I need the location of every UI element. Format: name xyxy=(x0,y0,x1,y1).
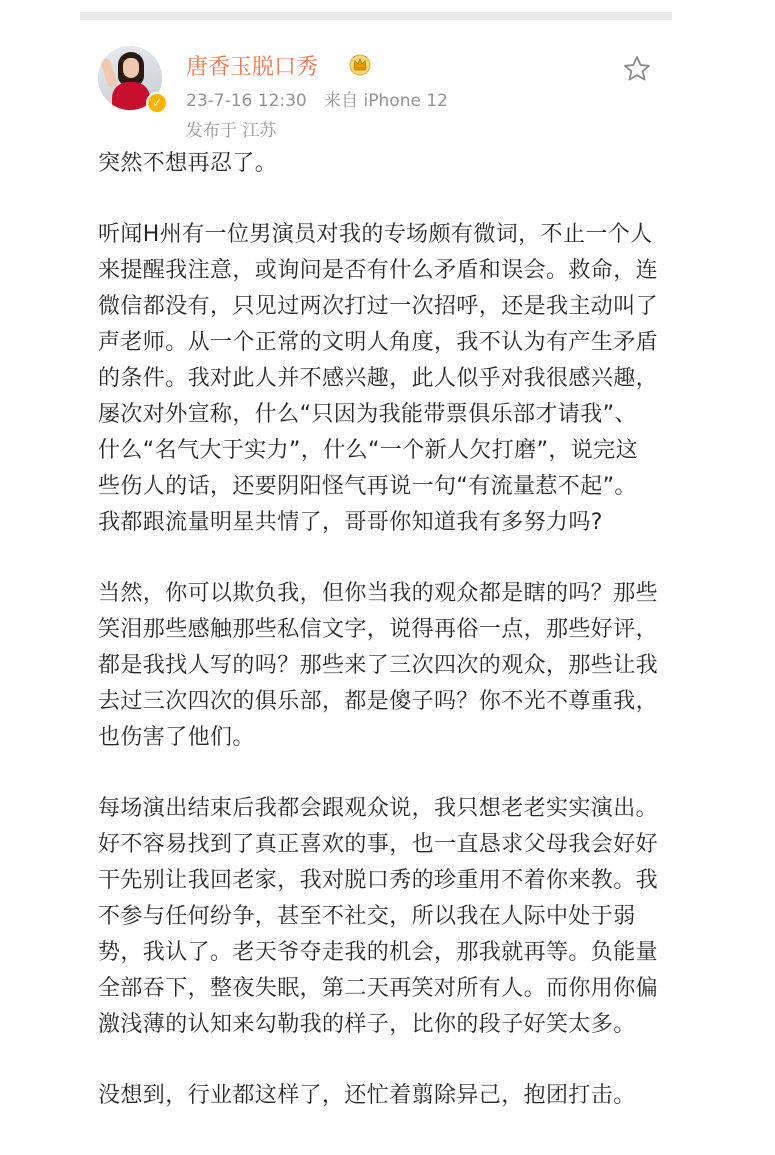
post-date: 23-7-16 12:30 xyxy=(186,91,307,111)
post-location: 发布于 江苏 xyxy=(186,121,277,141)
post-meta xyxy=(186,86,448,111)
post-content xyxy=(98,146,658,1149)
crown-icon xyxy=(348,52,372,76)
avatar-face xyxy=(123,58,139,78)
paragraph: 每场演出结束后我都会跟观众说，我只想老老实实演出。好不容易找到了真正喜欢的事，也一直恳求父母我会好好干先别让我回老家，我对脱口秀的珍重用不着你来教。我不参与任何纷争，甚至不社交，所以我在人际中处于弱势，我认了。老天爷夺走我的机会，那我就再等。负能量全部吞下，整夜失眠，第二天再笑对所有人。而你用你偏激浅薄的认知来勾勒我的样子，比你的段子好笑太多。 xyxy=(98,796,659,1037)
paragraph: 听闻H州有一位男演员对我的专场颇有微词，不止一个人来提醒我注意，或询问是否有什么矛盾和误会。救命，连微信都没有，只见过两次打过一次招呼，还是我主动叫了声老师。从一个正常的文明人角度，我不认为有产生矛盾的条件。我对此人并不感兴趣，此人似乎对我很感兴趣，屡次对外宣称，什么“只因为我能带票俱乐部才请我”、什么“名气大于实力”，什么“一个新人欠打磨”，说完这些伤人的话，还要阴阳怪气再说一句“有流量惹不起”。我都跟流量明星共情了，哥哥你知道我有多努力吗? xyxy=(98,222,659,535)
post-source: 来自 iPhone 12 xyxy=(324,91,448,111)
star-icon[interactable] xyxy=(622,54,652,84)
paragraph: 突然不想再忍了。 xyxy=(98,151,278,176)
avatar-body xyxy=(112,82,150,110)
verified-badge-icon: ✓ xyxy=(146,92,168,114)
top-divider-strip xyxy=(80,12,672,20)
paragraph: 当然，你可以欺负我，但你当我的观众都是瞎的吗？那些笑泪那些感触那些私信文字，说得再俗一点，那些好评，都是我找人写的吗？那些来了三次四次的观众，那些让我去过三次四次的俱乐部，都是傻子吗？你不光不尊重我，也伤害了他们。 xyxy=(98,581,659,750)
paragraph: 没想到，行业都这样了，还忙着翦除异己，抱团打击。 xyxy=(98,1083,636,1108)
username[interactable]: 唐香玉脱口秀 xyxy=(186,55,319,80)
